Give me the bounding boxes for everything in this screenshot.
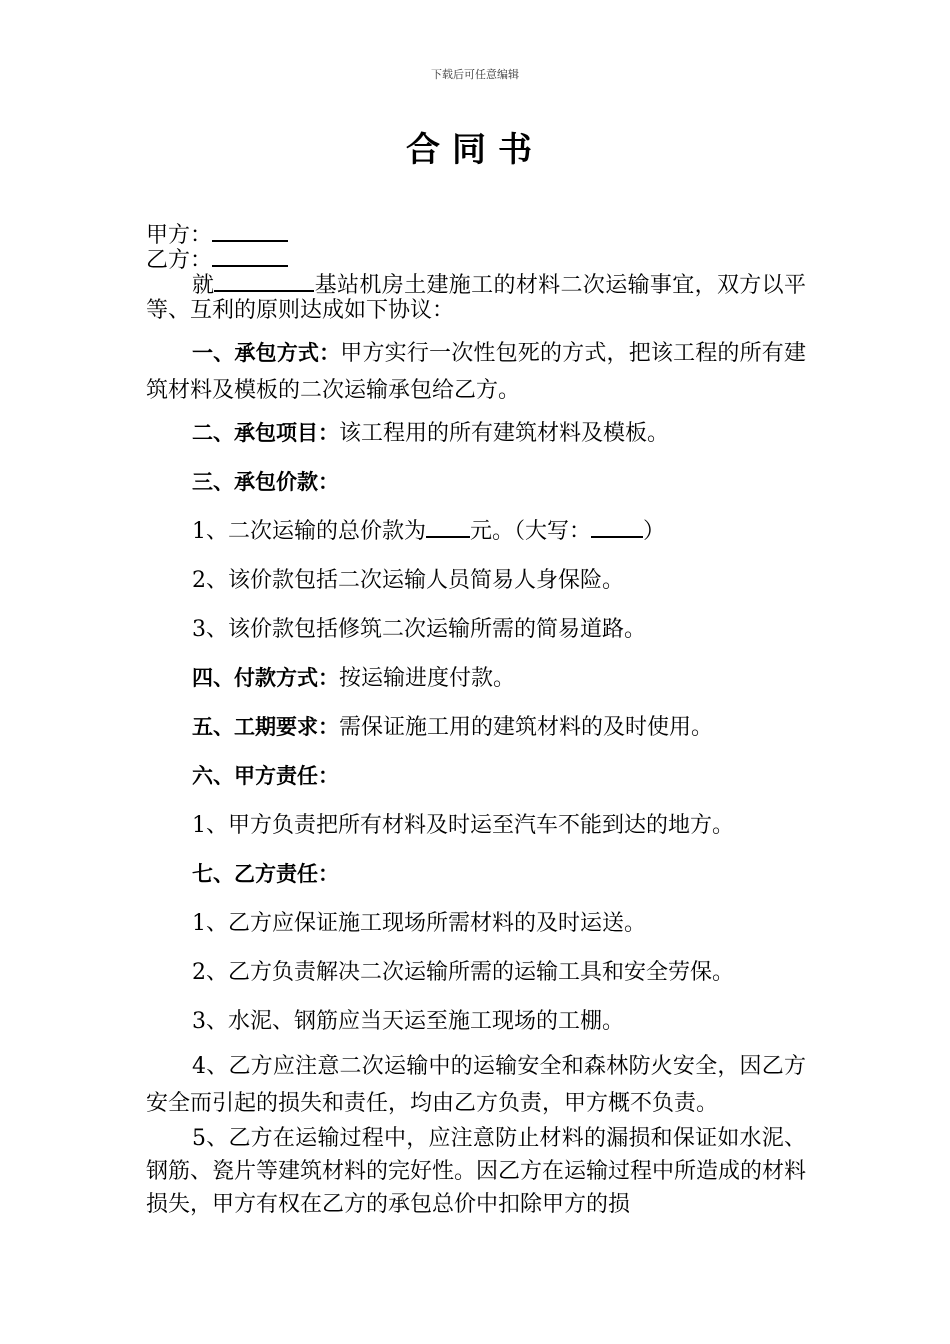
section-2-label: 二、承包项目：	[192, 421, 339, 445]
site-name-blank	[214, 272, 314, 292]
section-3-item-1-text-c: ）	[643, 519, 666, 544]
section-2-text: 该工程用的所有建筑材料及模板。	[339, 421, 670, 446]
section-3-label: 三、承包价款：	[192, 470, 339, 494]
section-3-item-2: 2、该价款包括二次运输人员简易人身保险。	[192, 568, 624, 593]
page-header-note: 下载后可任意编辑	[431, 68, 519, 81]
section-7-label: 七、乙方责任：	[192, 862, 339, 886]
section-2	[146, 409, 806, 458]
section-1	[146, 335, 806, 409]
section-3-item-3: 3、该价款包括修筑二次运输所需的简易道路。	[192, 617, 646, 642]
section-3-item-1	[146, 507, 806, 556]
contract-body	[146, 222, 806, 1221]
section-6-heading	[146, 752, 806, 801]
party-a-blank	[212, 222, 288, 242]
section-6-item-1: 1、甲方负责把所有材料及时运至汽车不能到达的地方。	[192, 813, 734, 838]
intro-suffix: 基站机房土建施工的材料二次运输事宜，双方以平等、互利的原则达成如下协议：	[146, 273, 806, 323]
section-7-item-5	[146, 1122, 806, 1221]
section-1-text: 甲方实行一次性包死的方式，把该工程的所有建筑材料及模板的二次运输承包给乙方。	[146, 341, 806, 403]
section-7-item-5-text: 5、乙方在运输过程中，应注意防止材料的漏损和保证如水泥、钢筋、瓷片等建筑材料的完好性。因乙方在运输过程中所造成的材料损失，甲方有权在乙方的承包总价中扣除甲方的损	[146, 1126, 807, 1217]
total-price-blank	[426, 518, 470, 538]
section-5	[146, 703, 806, 752]
section-7-item-4: 4、乙方应注意二次运输中的运输安全和森林防火安全，因乙方安全而引起的损失和责任，均由乙方负责，甲方概不负责。	[146, 1054, 806, 1116]
section-4-text: 按运输进度付款。	[339, 666, 516, 691]
intro-prefix: 就	[192, 273, 215, 298]
section-7-item-2: 2、乙方负责解决二次运输所需的运输工具和安全劳保。	[192, 960, 734, 985]
party-b-label: 乙方：	[146, 248, 213, 273]
document-title: 合同书	[406, 130, 544, 170]
section-1-label: 一、承包方式：	[192, 341, 341, 365]
section-5-label: 五、工期要求：	[192, 715, 339, 739]
party-b-line	[146, 247, 806, 272]
intro-paragraph	[146, 272, 806, 323]
section-6-label: 六、甲方责任：	[192, 764, 339, 788]
party-a-label: 甲方：	[146, 223, 213, 248]
party-a-line	[146, 222, 806, 247]
section-4-label: 四、付款方式：	[192, 666, 339, 690]
section-3-heading	[146, 458, 806, 507]
section-3-item-1-text-b: 元。（大写：	[470, 519, 592, 544]
price-in-words-blank	[591, 518, 643, 538]
section-7-item-3: 3、水泥、钢筋应当天运至施工现场的工棚。	[192, 1009, 624, 1034]
party-b-blank	[212, 247, 288, 267]
section-4	[146, 654, 806, 703]
section-7-heading	[146, 850, 806, 899]
section-7-item-1: 1、乙方应保证施工现场所需材料的及时运送。	[192, 911, 646, 936]
section-5-text: 需保证施工用的建筑材料的及时使用。	[339, 715, 714, 740]
section-3-item-1-text-a: 1、二次运输的总价款为	[192, 519, 426, 544]
